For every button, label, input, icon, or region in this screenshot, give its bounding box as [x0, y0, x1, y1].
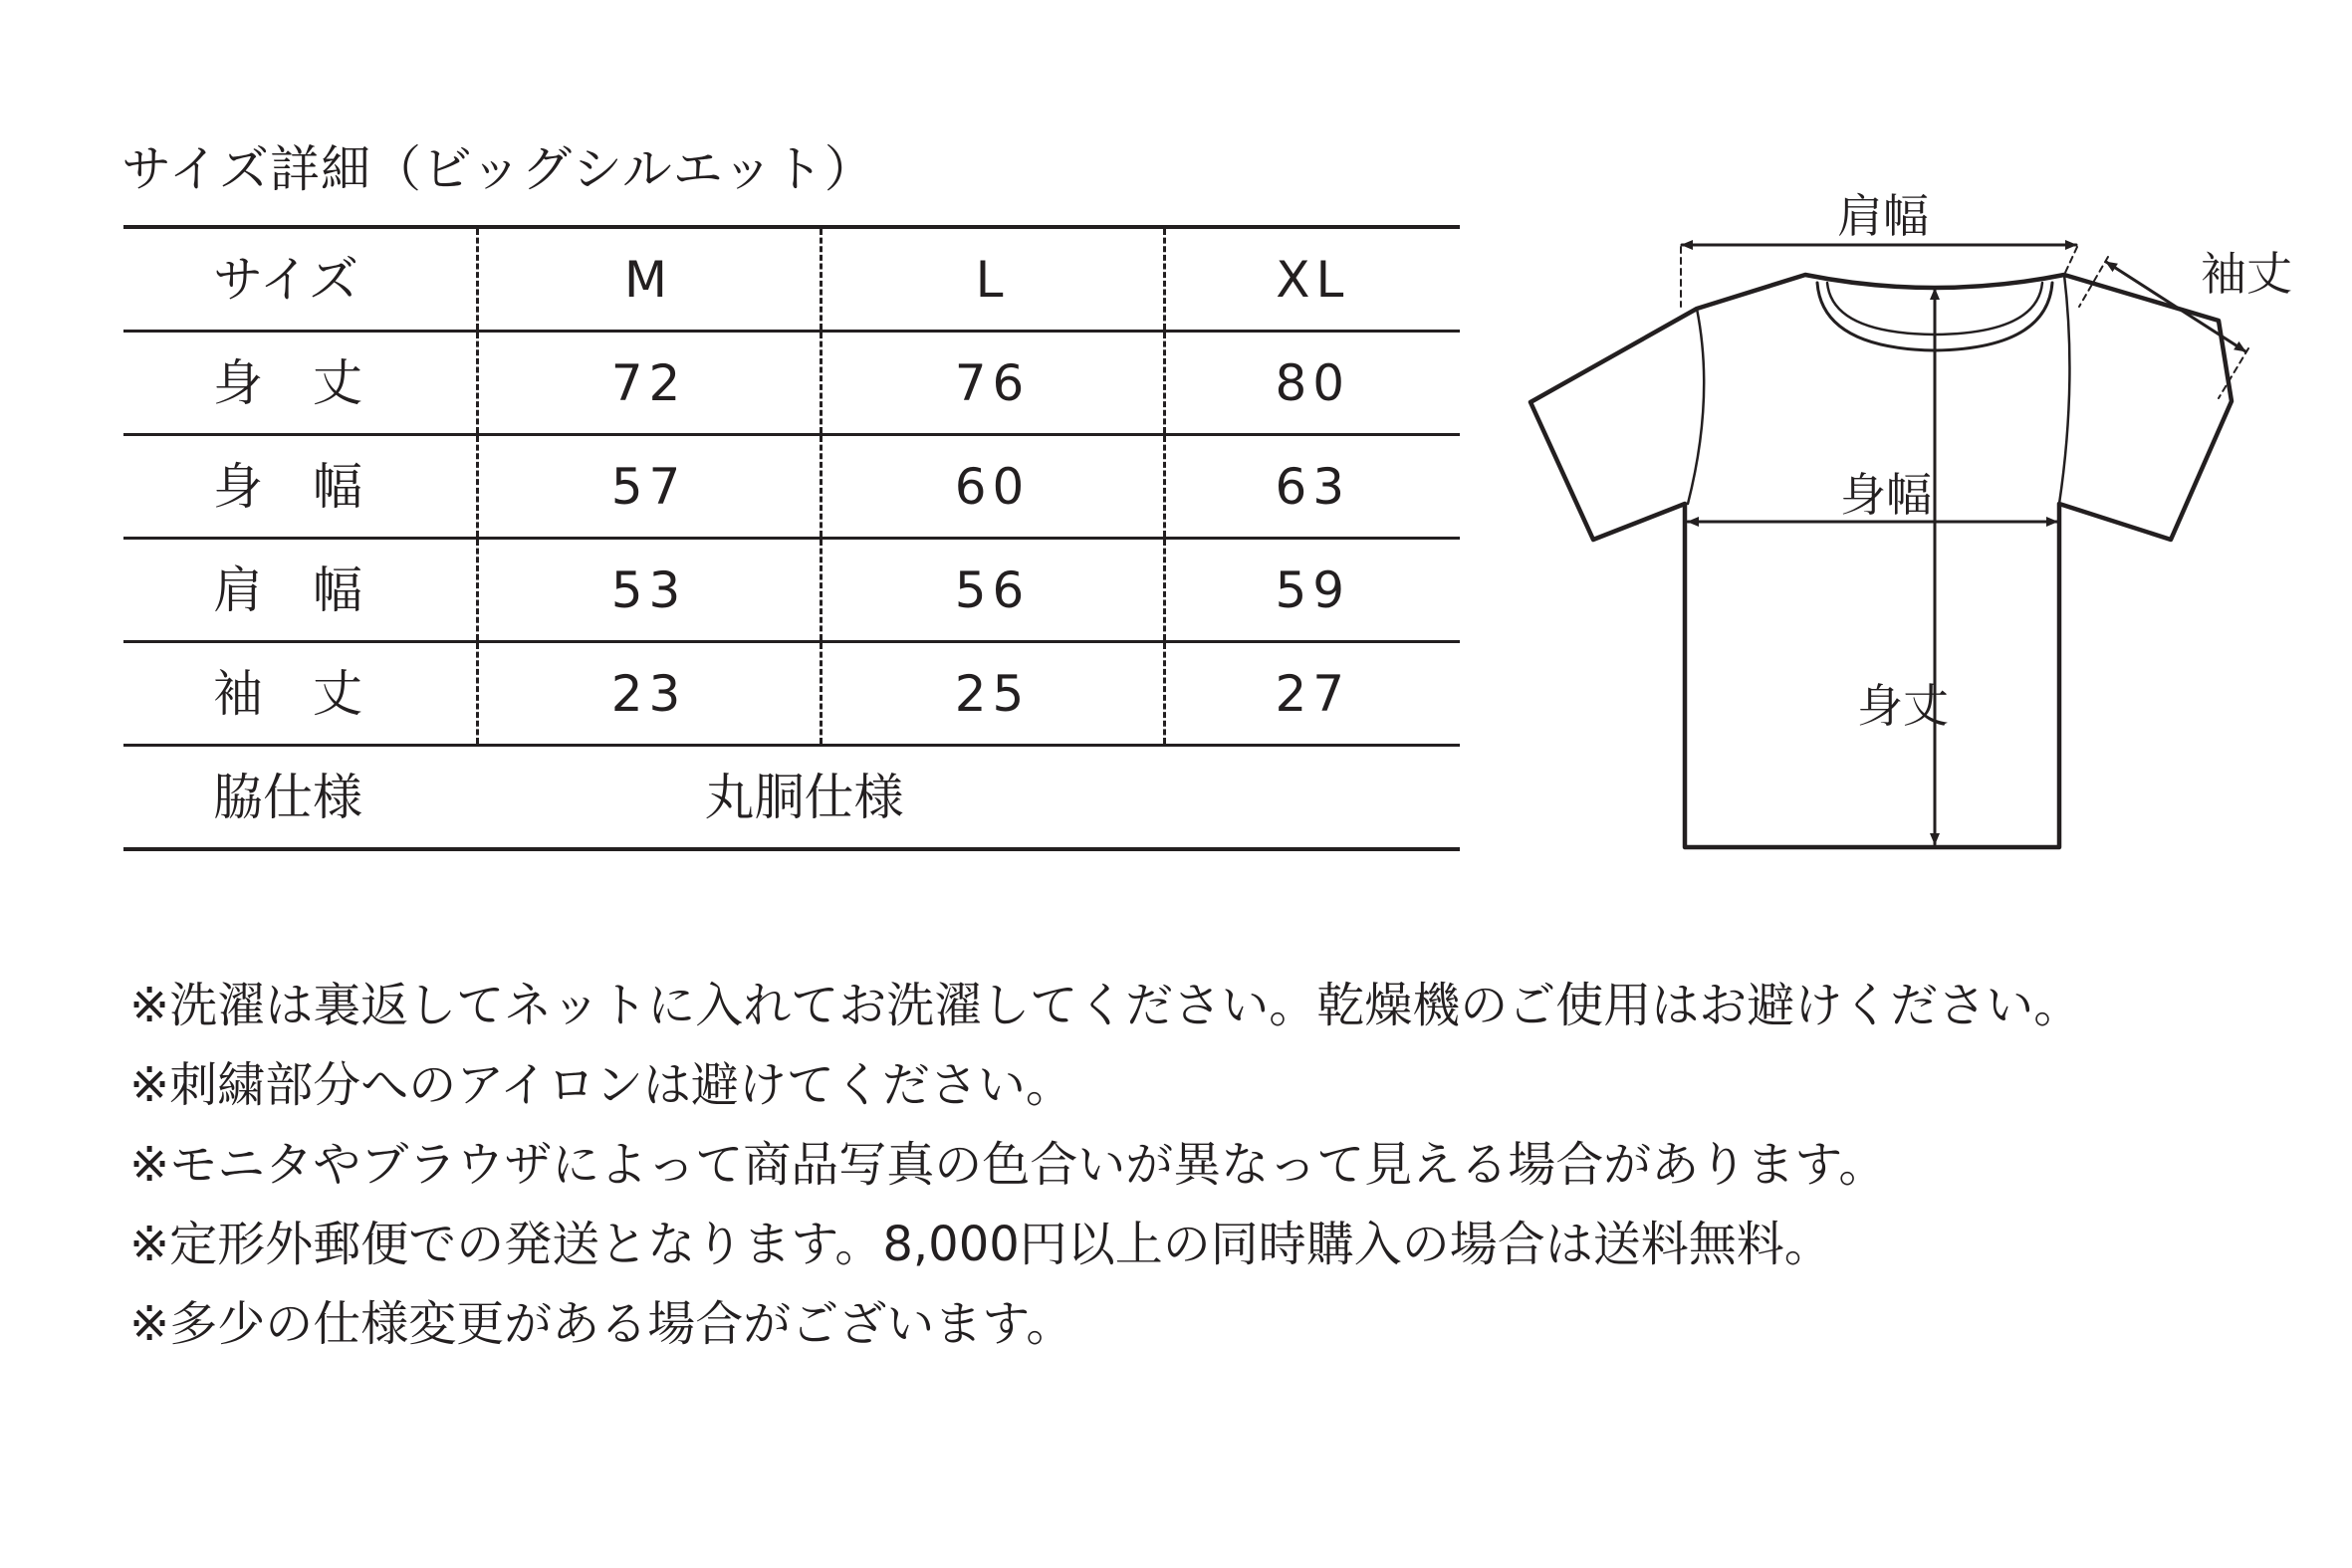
- table-cell: 27: [1164, 642, 1460, 746]
- table-header-row: [123, 227, 1460, 332]
- body-length-label: 身丈: [1857, 679, 1949, 733]
- table-cell: 63: [1164, 435, 1460, 539]
- table-cell: 60: [821, 435, 1164, 539]
- table-row: [123, 435, 1460, 539]
- table-cell: 57: [477, 435, 821, 539]
- sleeve-length-label: 袖丈: [2201, 247, 2292, 301]
- spec-label: 脇仕様: [123, 746, 477, 850]
- header-size-l: L: [821, 227, 1164, 332]
- table-row-spec: [123, 746, 1460, 850]
- table-cell: 53: [477, 539, 821, 642]
- header-size-m: M: [477, 227, 821, 332]
- table-row: [123, 332, 1460, 435]
- table-cell: 72: [477, 332, 821, 435]
- header-size-xl: XL: [1164, 227, 1460, 332]
- note-item: ※刺繍部分へのアイロンは避けてください。: [129, 1057, 1073, 1113]
- size-table: [123, 225, 1460, 851]
- note-item: ※多少の仕様変更がある場合がございます。: [129, 1296, 1074, 1352]
- spec-value: 丸胴仕様: [477, 746, 1460, 850]
- row-label-body-width: 身 幅: [123, 435, 477, 539]
- page-title: サイズ詳細（ビッグシルエット）: [121, 140, 875, 198]
- table-cell: 76: [821, 332, 1164, 435]
- table-cell: 25: [821, 642, 1164, 746]
- row-label-shoulder-width: 肩 幅: [123, 539, 477, 642]
- header-size-label: サイズ: [123, 227, 477, 332]
- row-label-sleeve-length: 袖 丈: [123, 642, 477, 746]
- body-width-label: 身幅: [1840, 468, 1932, 522]
- tshirt-diagram: [1494, 159, 2290, 876]
- care-notes: [129, 966, 2270, 1364]
- table-cell: 23: [477, 642, 821, 746]
- note-item: ※定形外郵便での発送となります。8,000円以上の同時購入の場合は送料無料。: [129, 1217, 1832, 1272]
- table-row: [123, 539, 1460, 642]
- table-cell: 59: [1164, 539, 1460, 642]
- note-item: ※洗濯は裏返してネットに入れてお洗濯してください。乾燥機のご使用はお避けください。: [129, 978, 2082, 1033]
- table-row: [123, 642, 1460, 746]
- shoulder-width-label: 肩幅: [1837, 189, 1929, 243]
- table-cell: 56: [821, 539, 1164, 642]
- table-cell: 80: [1164, 332, 1460, 435]
- note-item: ※モニタやブラウザによって商品写真の色合いが異なって見える場合があります。: [129, 1137, 1887, 1193]
- row-label-body-length: 身 丈: [123, 332, 477, 435]
